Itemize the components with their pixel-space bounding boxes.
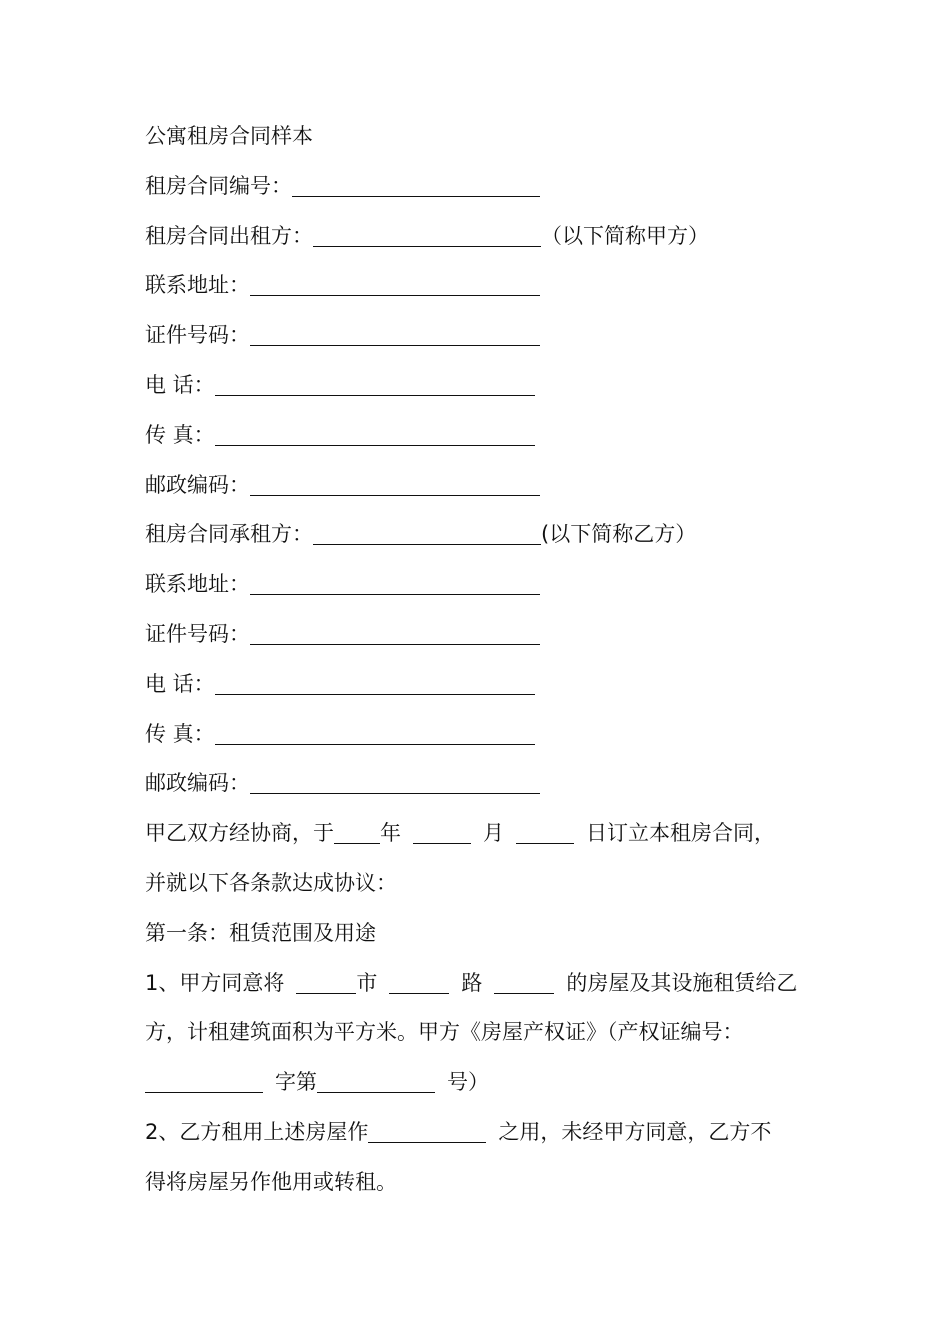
lessee-fax-blank[interactable] bbox=[215, 743, 535, 745]
lessee-address-blank[interactable] bbox=[250, 593, 540, 595]
year-label: 年 bbox=[380, 821, 401, 846]
lessor-fax-label: 传 真： bbox=[145, 422, 215, 447]
certificate-number-blank[interactable] bbox=[317, 1091, 435, 1093]
clause-2-line-2: 得将房屋另作他用或转租。 bbox=[145, 1169, 397, 1194]
agreement-prefix: 甲乙双方经协商，于 bbox=[145, 821, 334, 846]
clause-2-line bbox=[145, 1108, 815, 1158]
road-label: 路 bbox=[461, 970, 483, 995]
lessee-line bbox=[145, 510, 815, 560]
lessee-fax-line bbox=[145, 710, 815, 760]
contract-number-label: 租房合同编号： bbox=[145, 173, 292, 198]
lessee-address-line bbox=[145, 560, 815, 610]
clause-1-suffix: 的房屋及其设施租赁给乙 bbox=[566, 970, 798, 995]
certificate-prefix-blank[interactable] bbox=[145, 1091, 263, 1093]
clause-1-line bbox=[145, 959, 815, 1009]
lessee-id-label: 证件号码： bbox=[145, 621, 250, 646]
lessor-id-line bbox=[145, 311, 815, 361]
usage-blank[interactable] bbox=[368, 1141, 486, 1143]
lessee-fax-label: 传 真： bbox=[145, 721, 215, 746]
lessee-phone-blank[interactable] bbox=[215, 693, 535, 695]
lessor-suffix: （以下简称甲方） bbox=[541, 223, 709, 248]
lessee-postcode-line bbox=[145, 759, 815, 809]
lessor-address-label: 联系地址： bbox=[145, 273, 250, 298]
lessor-address-blank[interactable] bbox=[250, 294, 540, 296]
lessee-address-label: 联系地址： bbox=[145, 572, 250, 597]
zi-di-label: 字第 bbox=[275, 1070, 317, 1095]
lessor-phone-line bbox=[145, 361, 815, 411]
lessor-postcode-line bbox=[145, 461, 815, 511]
day-blank[interactable] bbox=[516, 842, 574, 844]
article-1-title: 第一条：租赁范围及用途 bbox=[145, 920, 376, 945]
agreement-date-line bbox=[145, 809, 815, 859]
hao-label: 号） bbox=[447, 1070, 489, 1095]
road-blank-a[interactable] bbox=[389, 992, 449, 994]
lessor-id-blank[interactable] bbox=[250, 344, 540, 346]
contract-number-blank[interactable] bbox=[292, 195, 540, 197]
document-title: 公寓租房合同样本 bbox=[145, 124, 313, 148]
lessee-postcode-blank[interactable] bbox=[250, 792, 540, 794]
lessee-phone-line bbox=[145, 660, 815, 710]
lessor-fax-line bbox=[145, 411, 815, 461]
lessee-name-blank[interactable] bbox=[313, 543, 541, 545]
lessor-postcode-label: 邮政编码： bbox=[145, 472, 250, 497]
clause-1-line-3 bbox=[145, 1058, 815, 1108]
lessor-name-blank[interactable] bbox=[313, 245, 541, 247]
lessor-phone-blank[interactable] bbox=[215, 394, 535, 396]
lessor-label: 租房合同出租方： bbox=[145, 223, 313, 248]
agreement-line-2: 并就以下各条款达成协议： bbox=[145, 870, 397, 895]
road-number-blank[interactable] bbox=[494, 992, 554, 994]
lessee-id-line bbox=[145, 610, 815, 660]
month-blank[interactable] bbox=[413, 842, 471, 844]
lessee-suffix: (以下简称乙方） bbox=[541, 522, 697, 547]
clause-2-suffix: 之用，未经甲方同意，乙方不 bbox=[498, 1119, 772, 1144]
lessee-label: 租房合同承租方： bbox=[145, 522, 313, 547]
lessee-id-blank[interactable] bbox=[250, 643, 540, 645]
lessee-phone-label: 电 话： bbox=[145, 671, 215, 696]
contract-body bbox=[145, 112, 815, 1208]
city-blank[interactable] bbox=[296, 992, 356, 994]
lessor-phone-label: 电 话： bbox=[145, 372, 215, 397]
lessee-postcode-label: 邮政编码： bbox=[145, 771, 250, 796]
year-blank[interactable] bbox=[334, 842, 380, 844]
clause-1-prefix: 1、甲方同意将 bbox=[145, 970, 285, 995]
month-label: 月 bbox=[483, 821, 504, 846]
lessor-line bbox=[145, 212, 815, 262]
lessor-fax-blank[interactable] bbox=[215, 444, 535, 446]
lessor-id-label: 证件号码： bbox=[145, 323, 250, 348]
lessor-postcode-blank[interactable] bbox=[250, 494, 540, 496]
lessor-address-line bbox=[145, 261, 815, 311]
clause-2-prefix: 2、乙方租用上述房屋作 bbox=[145, 1119, 369, 1144]
agreement-suffix: 日订立本租房合同， bbox=[586, 821, 775, 846]
city-label: 市 bbox=[356, 970, 378, 995]
contract-number-line bbox=[145, 162, 815, 212]
clause-1-line-2: 方，计租建筑面积为平方米。甲方《房屋产权证》（产权证编号： bbox=[145, 1020, 744, 1045]
